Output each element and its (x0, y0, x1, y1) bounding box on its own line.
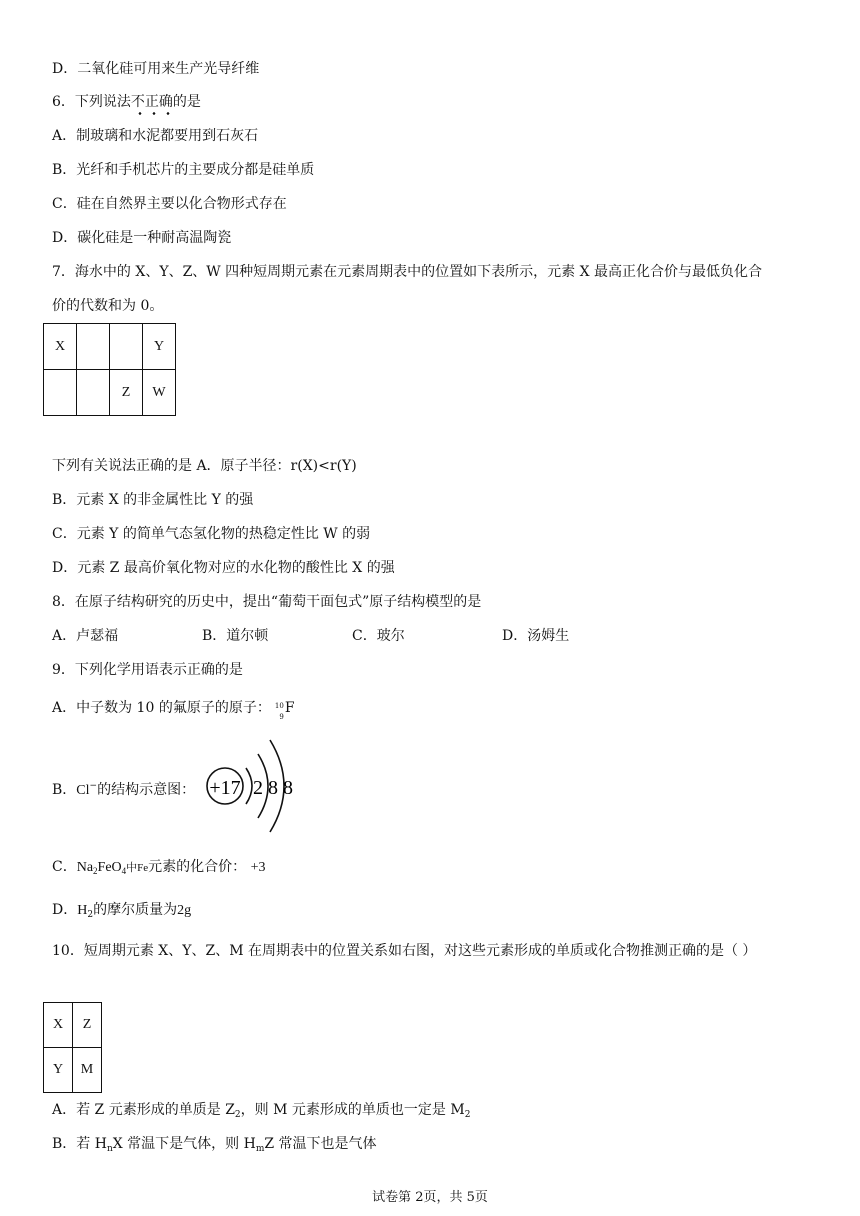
q9-option-c (52, 857, 266, 881)
q6-stem-a: 6．下列说法 (52, 94, 131, 110)
q9-d-text: 的摩尔质量为 (93, 902, 178, 918)
q7-stem-line2: 价的代数和为 0。 (52, 298, 164, 314)
q9-b-label: B． (52, 782, 77, 798)
q9-c-f2: FeO (97, 860, 122, 875)
q10-option-b (52, 1134, 377, 1159)
q9-d-value: 2g (177, 903, 192, 918)
q9-b-text: 的结构示意图： (97, 782, 196, 798)
q9-c-mid: 中 (126, 861, 138, 874)
q7-cell: X (44, 324, 77, 370)
q9-c-formula (77, 860, 126, 875)
q10-cell: M (73, 1048, 102, 1093)
q9-b-nucleus: +17 (209, 777, 241, 799)
table-row (44, 324, 176, 370)
q9-b-charge: − (89, 781, 98, 791)
q8-stem: 8．在原子结构研究的历史中，提出“葡萄干面包式”原子结构模型的是 (52, 594, 482, 610)
q9-c-value: +3 (250, 860, 266, 875)
q9-b-shell2-count: 8 (268, 777, 278, 799)
q10-stem: 10．短周期元素 X、Y、Z、M 在周期表中的位置关系如右图，对这些元素形成的单质或化合物推测正确的是（ ） (52, 943, 757, 959)
q7-stem-line1: 7．海水中的 X、Y、Z、W 四种短周期元素在元素周期表中的位置如下表所示，元素 X 最高正化合价与最低负化合 (52, 264, 762, 280)
q10-a-text1: A．若 Z 元素形成的单质是 Z (52, 1102, 235, 1118)
q10-b-text3: Z 常温下也是气体 (264, 1136, 377, 1152)
q9-c-label: C． (52, 859, 77, 875)
q9-option-a (52, 698, 295, 721)
q9-option-d (52, 900, 191, 925)
q9-d-h: H (77, 903, 88, 918)
q9-a-mass-number: 10 (274, 702, 284, 710)
q9-b-shell3-count: 8 (283, 777, 293, 799)
q7-cell: Z (110, 370, 143, 416)
q6-stem-c: 的是 (172, 94, 201, 110)
q7-option-a: 下列有关说法正确的是 A．原子半径：r(X)<r(Y) (52, 458, 357, 474)
q6-option-b: B．光纤和手机芯片的主要成分都是硅单质 (52, 162, 315, 178)
q10-cell: Z (73, 1003, 102, 1048)
q8-option-b: B．道尔顿 (202, 628, 269, 644)
q9-a-text: A．中子数为 10 的氟原子的原子： (52, 700, 271, 716)
q8-option-d: D．汤姆生 (502, 628, 570, 644)
q10-periodic-table (43, 1002, 102, 1093)
q9-c-f2-sub: 4 (121, 866, 127, 876)
q9-b-shell1-count: 2 (253, 777, 263, 799)
q9-stem: 9．下列化学用语表示正确的是 (52, 662, 243, 678)
q9-option-b (52, 776, 195, 801)
q7-cell: W (143, 370, 176, 416)
q7-cell (77, 370, 110, 416)
q10-cell: Y (44, 1048, 73, 1093)
q9-c-text: 元素的化合价： (148, 859, 247, 875)
q8-option-a: A．卢瑟福 (52, 628, 119, 644)
q10-a-text2: ，则 M 元素形成的单质也一定是 M (240, 1102, 465, 1118)
q9-c-f1-sub: 2 (93, 866, 98, 876)
q6-option-c: C．硅在自然界主要以化合物形式存在 (52, 196, 287, 212)
q9-b-ion: Cl (76, 783, 90, 798)
q10-b-sub2: m (255, 1144, 265, 1154)
q6-stem (52, 92, 201, 112)
q10-a-sub1: 2 (234, 1110, 241, 1120)
q7-option-b: B．元素 X 的非金属性比 Y 的强 (52, 492, 254, 508)
q6-stem-emphasis: 不正确 (130, 94, 173, 110)
q9-d-label: D． (52, 902, 78, 918)
electron-shell-1 (246, 768, 252, 804)
table-row (44, 1048, 102, 1093)
q8-option-c: C．玻尔 (352, 628, 405, 644)
q6-option-a: A．制玻璃和水泥都要用到石灰石 (52, 128, 259, 144)
q9-d-h-sub: 2 (87, 910, 94, 920)
q9-b-structure-diagram (200, 732, 310, 842)
q9-c-f1: Na (76, 860, 94, 875)
q10-b-text2: X 常温下是气体，则 H (112, 1136, 256, 1152)
q7-cell: Y (143, 324, 176, 370)
q7-option-d: D．元素 Z 最高价氧化物对应的水化物的酸性比 X 的强 (52, 560, 395, 576)
q7-periodic-table (43, 323, 176, 416)
q7-cell (44, 370, 77, 416)
q7-option-c: C．元素 Y 的简单气态氢化物的热稳定性比 W 的弱 (52, 526, 371, 542)
page-footer: 试卷第 2页，共 5页 (372, 1190, 488, 1205)
q10-option-a (52, 1100, 470, 1125)
q9-a-atomic-number: 9 (279, 713, 284, 721)
q10-b-sub1: n (106, 1144, 113, 1154)
q6-option-d: D．碳化硅是一种耐高温陶瓷 (52, 230, 232, 246)
q7-cell (110, 324, 143, 370)
q9-a-symbol: F (284, 700, 295, 716)
q9-a-nuclide-indices (271, 698, 285, 721)
table-row (44, 1003, 102, 1048)
q10-cell: X (44, 1003, 73, 1048)
table-row (44, 370, 176, 416)
q7-cell (77, 324, 110, 370)
q10-b-text1: B．若 H (52, 1136, 107, 1152)
q5-option-d: D．二氧化硅可用来生产光导纤维 (52, 61, 260, 77)
q9-c-fe: Fe (137, 862, 149, 874)
q10-a-sub2: 2 (464, 1110, 471, 1120)
